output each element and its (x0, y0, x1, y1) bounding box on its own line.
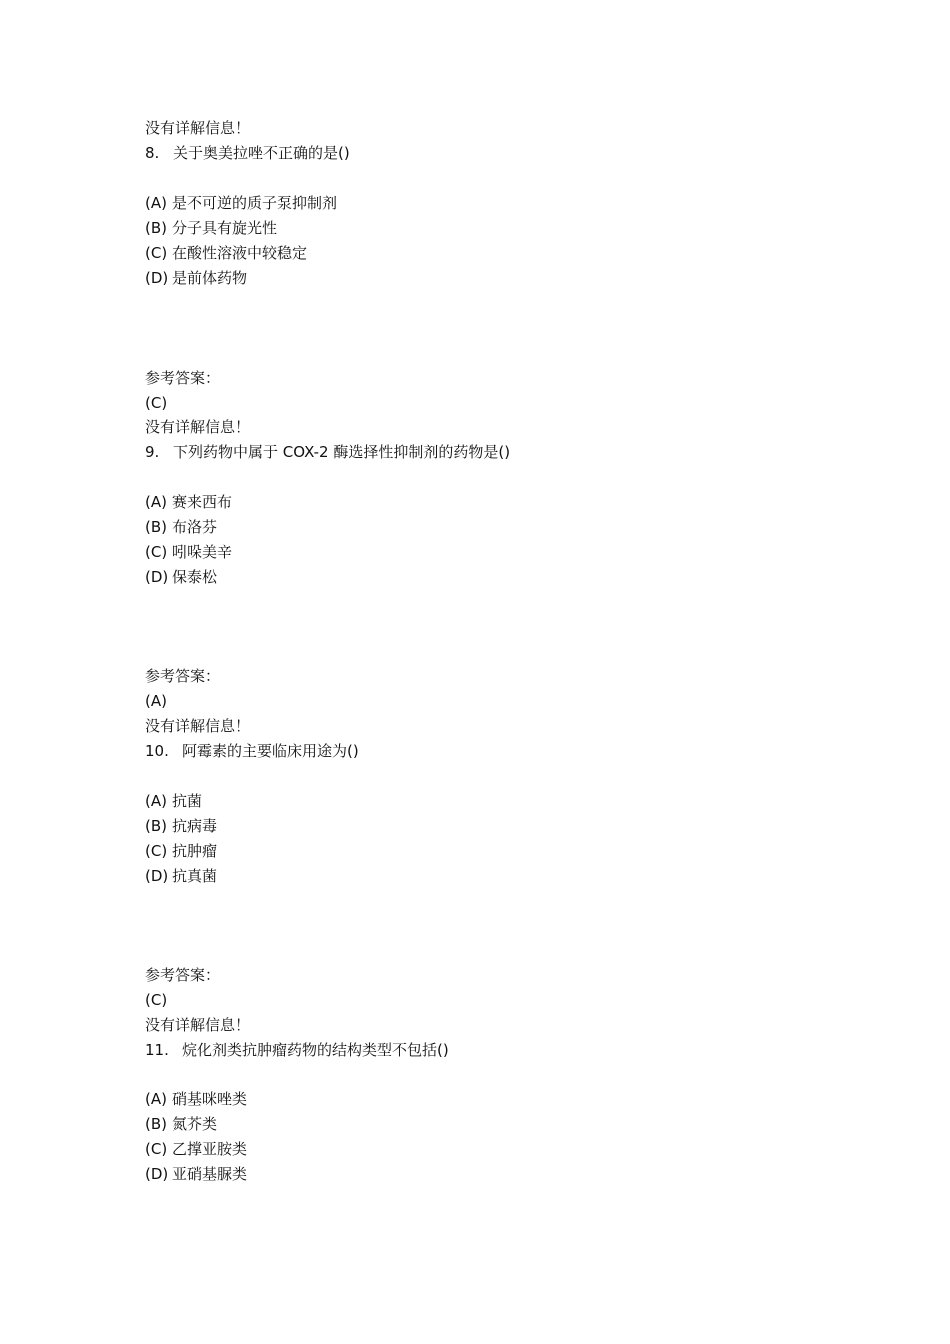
question-stem (145, 741, 359, 761)
question-stem (145, 143, 350, 163)
option-letter: (B) (145, 219, 167, 237)
option-item (145, 866, 217, 886)
option-item (145, 567, 217, 587)
option-text: 是不可逆的质子泵抑制剂 (172, 194, 338, 212)
option-letter: (D) (145, 867, 169, 885)
option-text: 抗肿瘤 (172, 842, 218, 860)
option-letter: (A) (145, 792, 167, 810)
option-letter: (B) (145, 518, 167, 536)
option-item (145, 542, 232, 562)
option-letter: (D) (145, 1165, 169, 1183)
option-item (145, 816, 217, 836)
option-letter: (C) (145, 244, 168, 262)
explanation-note: 没有详解信息！ (145, 119, 251, 137)
question-number: 9. (145, 443, 160, 461)
question-text: 下列药物中属于 COX-2 酶选择性抑制剂的药物是() (173, 443, 511, 461)
option-item (145, 193, 337, 213)
explanation-note: 没有详解信息！ (145, 418, 251, 436)
option-letter: (C) (145, 842, 168, 860)
question-stem (145, 1040, 449, 1060)
option-text: 是前体药物 (172, 269, 248, 287)
option-text: 抗真菌 (172, 867, 218, 885)
question-text: 烷化剂类抗肿瘤药物的结构类型不包括() (182, 1041, 449, 1059)
question-number: 8. (145, 144, 160, 162)
answer-label: 参考答案： (145, 966, 221, 984)
answer-value: (A) (145, 692, 167, 710)
option-text: 抗菌 (172, 792, 203, 810)
option-text: 赛来西布 (172, 493, 233, 511)
question-number: 10. (145, 742, 169, 760)
explanation-note: 没有详解信息！ (145, 717, 251, 735)
option-text: 亚硝基脲类 (172, 1165, 248, 1183)
option-letter: (B) (145, 817, 167, 835)
option-text: 保泰松 (172, 568, 218, 586)
option-item (145, 1139, 247, 1159)
option-item (145, 492, 232, 512)
option-text: 硝基咪唑类 (172, 1090, 248, 1108)
explanation-note: 没有详解信息！ (145, 1016, 251, 1034)
question-text: 阿霉素的主要临床用途为() (182, 742, 359, 760)
option-item (145, 1164, 247, 1184)
option-item (145, 268, 247, 288)
option-text: 氮芥类 (172, 1115, 218, 1133)
answer-label: 参考答案： (145, 667, 221, 685)
question-number: 11. (145, 1041, 169, 1059)
option-item (145, 841, 217, 861)
option-text: 在酸性溶液中较稳定 (172, 244, 308, 262)
option-letter: (D) (145, 269, 169, 287)
option-text: 抗病毒 (172, 817, 218, 835)
option-text: 吲哚美辛 (172, 543, 233, 561)
answer-label: 参考答案： (145, 369, 221, 387)
option-letter: (C) (145, 543, 168, 561)
option-item (145, 1089, 247, 1109)
option-letter: (B) (145, 1115, 167, 1133)
option-letter: (A) (145, 194, 167, 212)
question-stem (145, 442, 510, 462)
answer-value: (C) (145, 394, 168, 412)
option-item (145, 791, 202, 811)
option-item (145, 517, 217, 537)
answer-value: (C) (145, 991, 168, 1009)
option-letter: (C) (145, 1140, 168, 1158)
option-letter: (A) (145, 1090, 167, 1108)
option-text: 乙撑亚胺类 (172, 1140, 248, 1158)
option-item (145, 243, 307, 263)
option-text: 布洛芬 (172, 518, 218, 536)
option-letter: (D) (145, 568, 169, 586)
option-item (145, 1114, 217, 1134)
option-item (145, 218, 277, 238)
question-text: 关于奥美拉唑不正确的是() (173, 144, 350, 162)
option-letter: (A) (145, 493, 167, 511)
option-text: 分子具有旋光性 (172, 219, 278, 237)
